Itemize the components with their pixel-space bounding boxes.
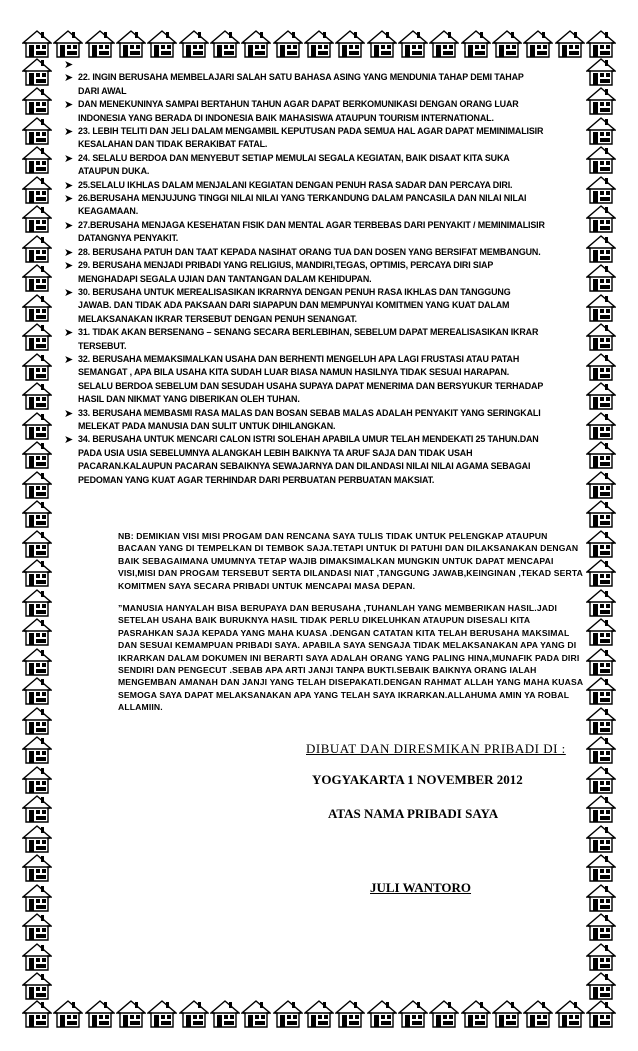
house-icon bbox=[22, 1000, 52, 1028]
house-icon bbox=[179, 30, 209, 58]
arrow-bullet-icon: ➤ bbox=[64, 58, 74, 71]
house-icon bbox=[85, 1000, 115, 1028]
house-icon bbox=[210, 1000, 240, 1028]
arrow-bullet-icon: ➤ bbox=[64, 433, 74, 447]
house-icon bbox=[586, 382, 616, 410]
house-icon bbox=[22, 530, 52, 558]
house-icon bbox=[586, 323, 616, 351]
list-item bbox=[64, 433, 580, 487]
signer-name: JULI WANTORO bbox=[370, 880, 472, 895]
list-item bbox=[64, 286, 580, 326]
house-icon bbox=[586, 353, 616, 381]
house-icon bbox=[22, 58, 52, 86]
house-icon bbox=[586, 559, 616, 587]
house-icon bbox=[53, 1000, 83, 1028]
resolution-list bbox=[64, 58, 580, 487]
house-icon bbox=[586, 766, 616, 794]
house-icon bbox=[22, 677, 52, 705]
house-icon bbox=[555, 30, 585, 58]
house-icon bbox=[22, 795, 52, 823]
house-icon bbox=[22, 913, 52, 941]
house-icon bbox=[492, 1000, 522, 1028]
house-icon bbox=[461, 30, 491, 58]
house-icon bbox=[586, 648, 616, 676]
list-item bbox=[64, 353, 580, 407]
house-icon bbox=[586, 854, 616, 882]
house-icon bbox=[586, 589, 616, 617]
house-icon bbox=[429, 1000, 459, 1028]
house-icon bbox=[22, 559, 52, 587]
list-item bbox=[64, 152, 580, 179]
arrow-bullet-icon: ➤ bbox=[64, 406, 74, 420]
note-paragraph: NB: DEMIKIAN VISI MISI PROGAM DAN RENCANA SAYA TULIS TIDAK UNTUK PELENGKAP ATAUPUN BACAAN YANG DI TEMPELKAN DI TEMBOK SAJA.TETAPI UNTUK DI PATUHI DAN DILAKSANAKAN DENGAN BAIK SEBAGAIMANA UMUMNYA TETAP WAJIB DIMAKSIMALKAN MUNGKIN UNTUK DAPAT MENCAPAI VISI,MISI DAN PROGAM TERSEBUT SERTA DILANDASI NIAT ,TANGGUNG JAWAB,KEINGINAN ,TEKAD SERTA KOMITMEN SAYA SECARA PRIBADI UNTUK MENCAPAI MASA DEPAN. bbox=[118, 531, 583, 591]
list-item bbox=[64, 246, 580, 259]
list-item bbox=[64, 58, 580, 71]
house-icon bbox=[22, 618, 52, 646]
house-icon bbox=[586, 117, 616, 145]
house-icon bbox=[586, 707, 616, 735]
house-icon bbox=[22, 205, 52, 233]
arrow-bullet-icon: ➤ bbox=[64, 218, 74, 232]
house-icon bbox=[22, 353, 52, 381]
house-icon bbox=[22, 264, 52, 292]
house-icon bbox=[22, 294, 52, 322]
house-icon bbox=[586, 677, 616, 705]
house-icon bbox=[241, 1000, 271, 1028]
list-item-text: 28. BERUSAHA PATUH DAN TAAT KEPADA NASIHAT ORANG TUA DAN DOSEN YANG BERSIFAT MEMBANGUN. bbox=[78, 246, 541, 258]
house-icon bbox=[492, 30, 522, 58]
house-icon bbox=[22, 884, 52, 912]
house-icon bbox=[210, 30, 240, 58]
list-item bbox=[64, 71, 580, 98]
house-icon bbox=[22, 736, 52, 764]
list-item bbox=[64, 125, 580, 152]
list-item-text: 33. BERUSAHA MEMBASMI RASA MALAS DAN BOSAN SEBAB MALAS ADALAH PENYAKIT YANG SERINGKALI MELEKAT PADA MANUSIA DAN SULIT UNTUK DIHILANGKAN. bbox=[78, 407, 541, 432]
house-icon bbox=[22, 412, 52, 440]
house-icon bbox=[22, 854, 52, 882]
house-icon bbox=[273, 30, 303, 58]
arrow-bullet-icon: ➤ bbox=[64, 192, 74, 206]
house-icon bbox=[586, 87, 616, 115]
house-icon bbox=[586, 795, 616, 823]
house-icon bbox=[586, 30, 616, 58]
list-item-text: 32. BERUSAHA MEMAKSIMALKAN USAHA DAN BERHENTI MENGELUH APA LAGI FRUSTASI ATAU PATAH SEMANGAT , APA BILA USAHA KITA SUDAH LUAR BIASA NAMUN HASILNYA TIDAK SESUAI HARAPAN. SELALU BERDOA SEBELUM DAN SESUDAH USAHA SUPAYA DAPAT MENERIMA DAN BERSYUKUR TERHADAP HASIL DAN NIKMAT YANG DIBERIKAN OLEH TUHAN. bbox=[78, 353, 543, 406]
list-item bbox=[64, 98, 580, 125]
house-icon bbox=[586, 176, 616, 204]
list-item bbox=[64, 192, 580, 219]
house-icon bbox=[22, 176, 52, 204]
house-icon bbox=[586, 294, 616, 322]
house-icon bbox=[398, 30, 428, 58]
list-item-text: 31. TIDAK AKAN BERSENANG – SENANG SECARA BERLEBIHAN, SEBELUM DAPAT MEREALISASIKAN IKRAR TERSEBUT. bbox=[78, 327, 539, 352]
arrow-bullet-icon: ➤ bbox=[64, 259, 74, 273]
house-icon bbox=[586, 943, 616, 971]
house-icon bbox=[586, 1000, 616, 1028]
house-icon bbox=[586, 884, 616, 912]
house-icon bbox=[461, 1000, 491, 1028]
house-icon bbox=[586, 235, 616, 263]
closing-note bbox=[118, 530, 584, 724]
house-icon bbox=[241, 30, 271, 58]
house-icon bbox=[586, 972, 616, 1000]
arrow-bullet-icon: ➤ bbox=[64, 285, 74, 299]
house-icon bbox=[53, 30, 83, 58]
house-icon bbox=[22, 471, 52, 499]
signature-title: DIBUAT DAN DIRESMIKAN PRIBADI DI : bbox=[306, 741, 566, 756]
house-icon bbox=[586, 736, 616, 764]
house-icon bbox=[555, 1000, 585, 1028]
house-icon bbox=[586, 471, 616, 499]
arrow-bullet-icon: ➤ bbox=[64, 71, 74, 85]
house-icon bbox=[335, 1000, 365, 1028]
arrow-bullet-icon: ➤ bbox=[64, 352, 74, 366]
house-icon bbox=[22, 589, 52, 617]
list-item bbox=[64, 407, 580, 434]
house-icon bbox=[22, 943, 52, 971]
house-icon bbox=[523, 1000, 553, 1028]
house-icon bbox=[586, 530, 616, 558]
house-icon bbox=[586, 412, 616, 440]
arrow-bullet-icon: ➤ bbox=[64, 178, 74, 192]
house-icon bbox=[22, 825, 52, 853]
house-icon bbox=[22, 146, 52, 174]
house-icon bbox=[586, 146, 616, 174]
arrow-bullet-icon: ➤ bbox=[64, 245, 74, 259]
house-icon bbox=[586, 58, 616, 86]
list-item-text: 27.BERUSAHA MENJAGA KESEHATAN FISIK DAN MENTAL AGAR TERBEBAS DARI PENYAKIT / MEMINIMALISIR DATANGNYA PENYAKIT. bbox=[78, 219, 545, 245]
house-icon bbox=[304, 30, 334, 58]
house-icon bbox=[147, 1000, 177, 1028]
arrow-bullet-icon: ➤ bbox=[64, 98, 74, 112]
house-icon bbox=[273, 1000, 303, 1028]
list-item-text: 22. INGIN BERUSAHA MEMBELAJARI SALAH SATU BAHASA ASING YANG MENDUNIA TAHAP DEMI TAHAP DARI AWAL bbox=[78, 72, 524, 97]
house-icon bbox=[586, 264, 616, 292]
list-item bbox=[64, 259, 580, 286]
house-icon bbox=[586, 618, 616, 646]
house-icon bbox=[586, 500, 616, 528]
house-icon bbox=[586, 825, 616, 853]
list-item-text: 24. SELALU BERDOA DAN MENYEBUT SETIAP MEMULAI SEGALA KEGIATAN, BAIK DISAAT KITA SUKA ATAUPUN DUKA. bbox=[78, 152, 510, 178]
list-item-text: 26.BERUSAHA MENJUJUNG TINGGI NILAI NILAI YANG TERKANDUNG DALAM PANCASILA DAN NILAI NILAI KEAGAMAAN. bbox=[78, 193, 527, 218]
house-icon bbox=[398, 1000, 428, 1028]
house-icon bbox=[22, 707, 52, 735]
house-icon bbox=[85, 30, 115, 58]
house-icon bbox=[22, 382, 52, 410]
note-paragraph: ”MANUSIA HANYALAH BISA BERUPAYA DAN BERUSAHA ,TUHANLAH YANG MEMBERIKAN HASIL.JADI SETELAH USAHA BAIK BURUKNYA HASIL TIDAK PERLU DIKELUHKAN ATAUPUN DISESALI KITA PASRAHKAN SAJA KEPADA YANG MAHA KUASA .DENGAN CATATAN KITA TELAH BERUSAHA MAKSIMAL DAN SESUAI KEMAMPUAN PRIBADI SAYA. APABILA SAYA SENGAJA TIDAK MELAKSANAKAN APA YANG DI IKRARKAN DALAM DOKUMEN INI BERARTI SAYA ADALAH ORANG YANG PALING HINA,MUNAFIK PADA DIRI SENDIRI DAN PENGECUT .SEBAB APA ARTI JANJI TANPA BUKTI.SEBAIK BAIKNYA ORANG IALAH MENGEMBAN AMANAH DAN JANJI YANG TELAH DISEPAKATI.DENGAN RAHMAT ALLAH YANG MAHA KUASA SEMOGA SAYA DAPAT MELAKSANAKAN APA YANG TELAH SAYA IKRARKAN.ALLAHUMA AMIN YA ROBAL ALLAMIIN. bbox=[118, 603, 583, 713]
house-icon bbox=[22, 30, 52, 58]
house-icon bbox=[22, 441, 52, 469]
house-icon bbox=[116, 30, 146, 58]
list-item bbox=[64, 219, 580, 246]
house-icon bbox=[22, 972, 52, 1000]
house-icon bbox=[22, 500, 52, 528]
list-item-text: 23. LEBIH TELITI DAN JELI DALAM MENGAMBIL KEPUTUSAN PADA SEMUA HAL AGAR DAPAT MEMINIMALISIR KESALAHAN DAN TIDAK BERAKIBAT FATAL. bbox=[78, 126, 544, 151]
house-icon bbox=[22, 235, 52, 263]
list-item-text: 25.SELALU IKHLAS DALAM MENJALANI KEGIATAN DENGAN PENUH RASA SADAR DAN PERCAYA DIRI. bbox=[78, 179, 513, 191]
list-item-text: 29. BERUSAHA MENJADI PRIBADI YANG RELIGIUS, MANDIRI,TEGAS, OPTIMIS, PERCAYA DIRI SIAP MENGHADAPI SEGALA UJIAN DAN TANTANGAN DALAM KEHIDUPAN. bbox=[78, 260, 493, 285]
house-icon bbox=[147, 30, 177, 58]
house-icon bbox=[429, 30, 459, 58]
list-item-text: 34. BERUSAHA UNTUK MENCARI CALON ISTRI SOLEHAH APABILA UMUR TELAH MENDEKATI 25 TAHUN.DAN PADA USIA USIA SEBELUMNYA ALANGKAH LEBIH BAIKNYA TA ARUF SAJA DAN TIDAK USAH PACARAN.KALAUPUN PACARAN SEBAIKNYA SEWAJARNYA DAN DILANDASI NILAI NILAI AGAMA SEBAGAI PEDOMAN YANG KUAT AGAR TERHINDAR DARI PERBUATAN PERBUATAN MAKSIAT. bbox=[78, 434, 539, 486]
house-icon bbox=[22, 87, 52, 115]
house-icon bbox=[335, 30, 365, 58]
house-icon bbox=[22, 117, 52, 145]
on-behalf-label: ATAS NAMA PRIBADI SAYA bbox=[328, 806, 499, 821]
house-icon bbox=[586, 441, 616, 469]
place-date: YOGYAKARTA 1 NOVEMBER 2012 bbox=[312, 772, 523, 787]
house-icon bbox=[22, 648, 52, 676]
list-item-text: 30. BERUSAHA UNTUK MEREALISASIKAN IKRARNYA DENGAN PENUH RASA IKHLAS DAN TANGGUNG JAWAB. DAN TIDAK ADA PAKSAAN DARI SIAPAPUN DAN MEMPUNYAI KOMITMEN YANG KUAT DALAM MELAKSANAKAN IKRAR TERSEBUT DENGAN PENUH SENANGAT. bbox=[78, 286, 511, 325]
arrow-bullet-icon: ➤ bbox=[64, 326, 74, 340]
house-icon bbox=[586, 205, 616, 233]
house-icon bbox=[22, 323, 52, 351]
house-icon bbox=[586, 913, 616, 941]
arrow-bullet-icon: ➤ bbox=[64, 125, 74, 139]
house-icon bbox=[179, 1000, 209, 1028]
list-item bbox=[64, 179, 580, 192]
list-item-text: DAN MENEKUNINYA SAMPAI BERTAHUN TAHUN AGAR DAPAT BERKOMUNIKASI DENGAN ORANG LUAR INDONESIA YANG BERADA DI INDONESIA BAIK MAHASISWA ATAUPUN TOURISM INTERNATIONAL. bbox=[78, 99, 519, 124]
house-icon bbox=[116, 1000, 146, 1028]
house-icon bbox=[304, 1000, 334, 1028]
list-item bbox=[64, 326, 580, 353]
arrow-bullet-icon: ➤ bbox=[64, 151, 74, 165]
house-icon bbox=[367, 1000, 397, 1028]
house-icon bbox=[523, 30, 553, 58]
house-icon bbox=[22, 766, 52, 794]
house-icon bbox=[367, 30, 397, 58]
